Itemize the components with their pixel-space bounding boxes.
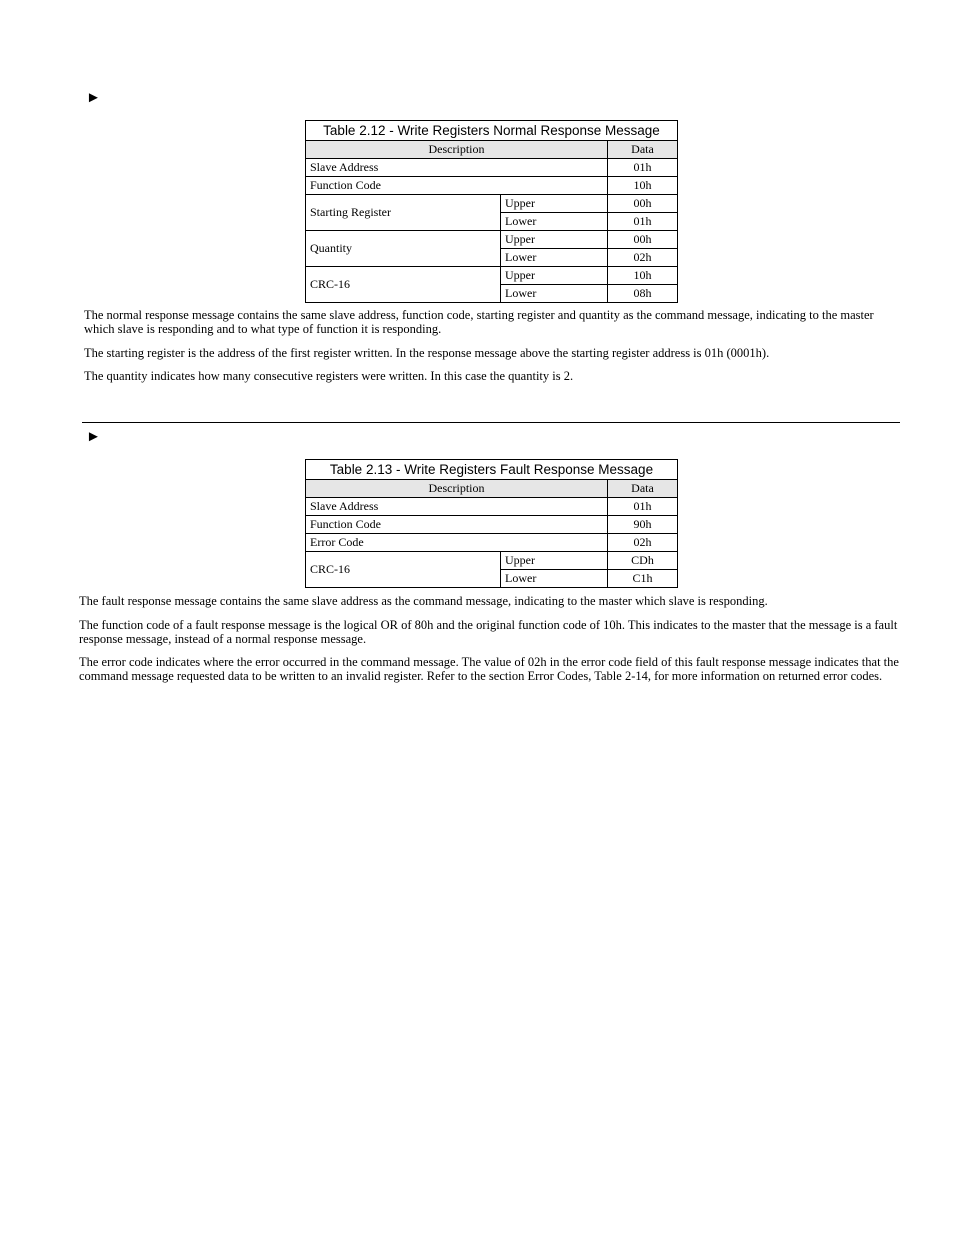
upper-data: 00h [608,195,678,213]
group-description: Starting Register [306,195,501,231]
upper-label: Upper [501,231,608,249]
body-paragraph: The normal response message contains the same slave address, function code, starting register and quantity as the command message, indicating to the master which slave is responding and to what type of function it is responding. [84,308,874,336]
section-divider [82,422,900,423]
table-row [306,267,678,285]
column-header-description: Description [306,141,608,159]
column-header-data: Data [608,480,678,498]
row-description: Error Code [306,534,608,552]
table-row [306,498,678,516]
section-marker-icon: ► [86,90,101,106]
lower-label: Lower [501,570,608,588]
section-marker-icon: ► [86,429,101,445]
body-paragraph: The fault response message contains the same slave address as the command message, indicating to the master which slave is responding. [79,594,768,608]
table-caption: Table 2.12 - Write Registers Normal Response Message [306,121,678,141]
row-description: Function Code [306,177,608,195]
upper-label: Upper [501,195,608,213]
table-caption: Table 2.13 - Write Registers Fault Response Message [306,460,678,480]
lower-data: 08h [608,285,678,303]
group-description: CRC-16 [306,552,501,588]
lower-data: 01h [608,213,678,231]
lower-data: C1h [608,570,678,588]
row-data: 01h [608,498,678,516]
group-description: CRC-16 [306,267,501,303]
row-data: 10h [608,177,678,195]
table-row [306,516,678,534]
body-paragraph: The quantity indicates how many consecutive registers were written. In this case the quantity is 2. [84,369,574,383]
table-row [306,534,678,552]
row-data: 90h [608,516,678,534]
group-description: Quantity [306,231,501,267]
table-row [306,159,678,177]
table-row [306,231,678,249]
row-data: 02h [608,534,678,552]
upper-data: 00h [608,231,678,249]
upper-label: Upper [501,267,608,285]
row-description: Function Code [306,516,608,534]
column-header-data: Data [608,141,678,159]
lower-label: Lower [501,213,608,231]
table-row [306,552,678,570]
table-row [306,177,678,195]
body-paragraph: The error code indicates where the error occurred in the command message. The value of 02h in the error code field of this fault response message indicates that the command message requested data to be written to an invalid register. Refer to the section Error Codes, Table 2-14, for more information on returned error codes. [79,655,899,683]
column-header-description: Description [306,480,608,498]
upper-data: 10h [608,267,678,285]
table-row [306,195,678,213]
body-paragraph: The function code of a fault response message is the logical OR of 80h and the original function code of 10h. This indicates to the master that the message is a fault response message, instead of a normal response message. [79,618,898,646]
lower-label: Lower [501,285,608,303]
lower-data: 02h [608,249,678,267]
upper-data: CDh [608,552,678,570]
body-paragraph: The starting register is the address of the first register written. In the response message above the starting register address is 01h (0001h). [84,346,770,360]
normal-response-table [305,120,678,303]
lower-label: Lower [501,249,608,267]
row-data: 01h [608,159,678,177]
row-description: Slave Address [306,159,608,177]
upper-label: Upper [501,552,608,570]
row-description: Slave Address [306,498,608,516]
fault-response-table [305,459,678,588]
